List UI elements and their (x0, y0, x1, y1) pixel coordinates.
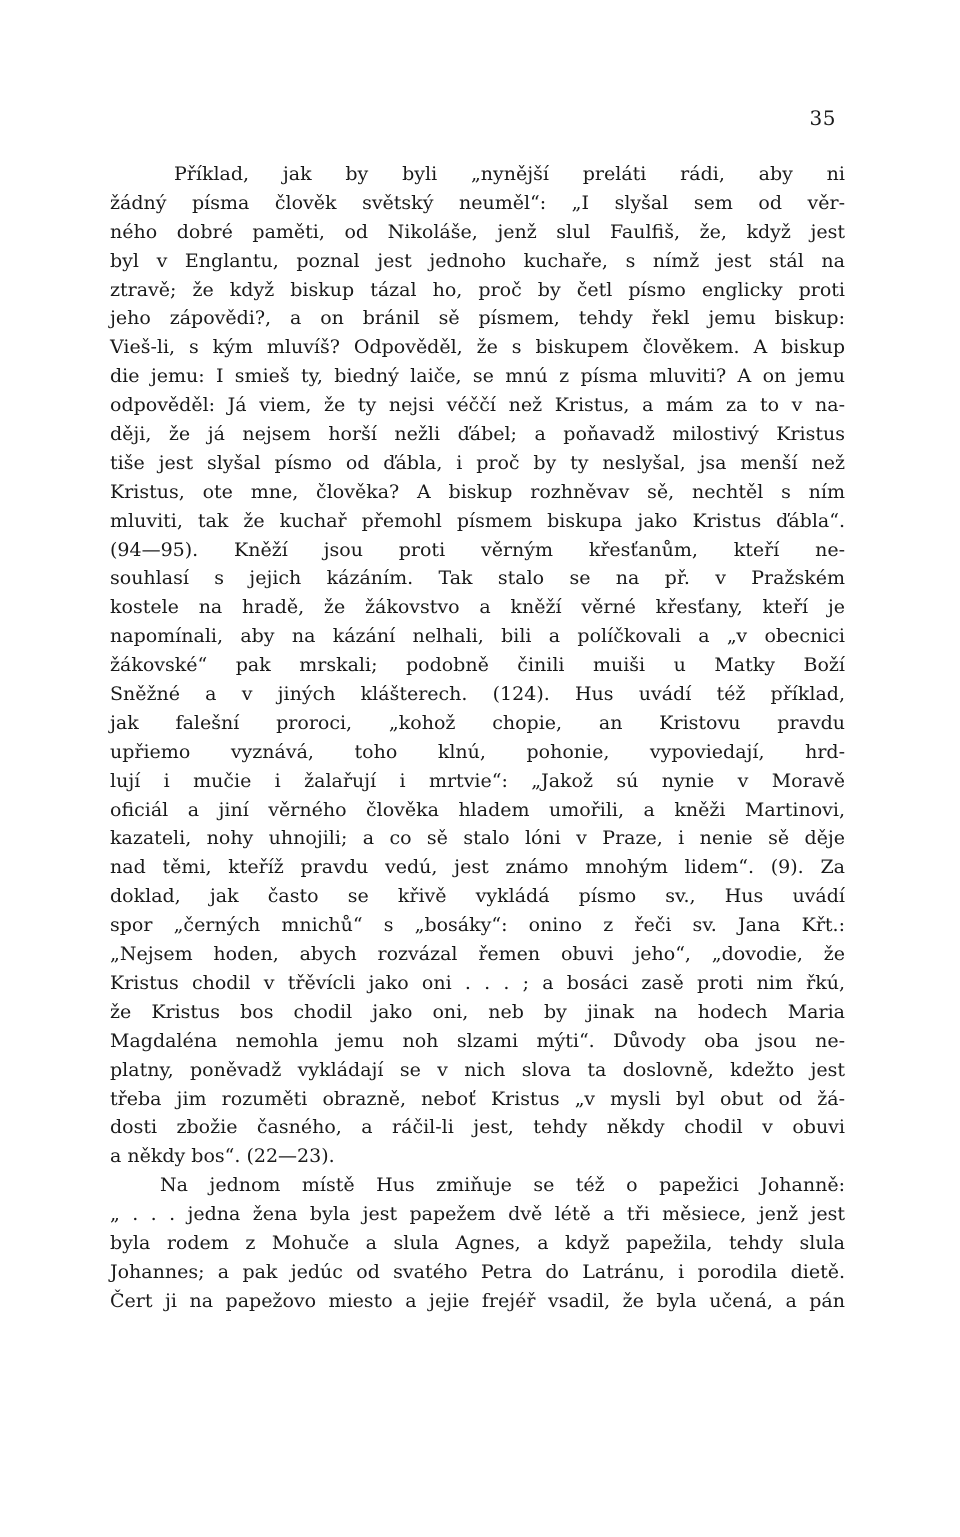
text-line: a někdy bos“. (22—23). (110, 1145, 335, 1168)
text-line: Vieš-li, s kým mluvíš? Odpověděl, že s biskupem člověkem. A biskup (110, 336, 845, 359)
text-line: Johannes; a pak jedúc od svatého Petra do Latránu, i porodila dietě. (110, 1260, 845, 1283)
text-line: platny, poněvadž vykládají se v nich slova ta doslovně, kdežto jest (110, 1058, 845, 1081)
text-line: tiše jest slyšal písmo od ďábla, i proč by ty neslyšal, jsa menší než (110, 451, 845, 474)
text-line: ztravě; že když biskup tázal ho, proč by četl písmo englicky proti (110, 278, 845, 301)
text-line: „ . . . jedna žena byla jest papežem dvě létě a tři měsiece, jenž jest (110, 1203, 845, 1226)
text-line: třeba jim rozuměti obrazně, neboť Kristus „v mysli byl obut od žá- (110, 1087, 845, 1110)
text-line: ději, že já nejsem horší nežli ďábel; a poňavadž milostivý Kristus (110, 423, 845, 446)
text-line: Příklad, jak by byli „nynější preláti rádi, aby ni (174, 163, 845, 185)
text-line: Čert ji na papežovo miesto a jejie frejéř vsadil, že byla učená, a pán (110, 1289, 845, 1312)
text-line: odpověděl: Já viem, že ty nejsi véččí než Kristus, a mám za to v na- (110, 394, 845, 417)
text-line: jak falešní proroci, „kohož chopie, an Kristovu pravdu (110, 711, 845, 734)
text-line: ného dobré paměti, od Nikoláše, jenž slul Faulfiš, že, když jest (110, 220, 845, 243)
text-line: souhlasí s jejich kázáním. Tak stalo se na př. v Pražském (110, 567, 845, 590)
text-line: (94—95). Kněží jsou proti věrným křesťanům, kteří ne- (110, 538, 845, 561)
text-line: Na jednom místě Hus zmiňuje se též o papežici Johanně: (160, 1174, 845, 1197)
text-line: Kristus, ote mne, člověka? A biskup rozhněvav sě, nechtěl s ním (110, 480, 845, 503)
text-line: die jemu: I smieš ty, biedný laiče, se mnú z písma mluviti? A on jemu (110, 365, 845, 388)
text-line: spor „černých mnichů“ s „bosáky“: onino z řeči sv. Jana Křt.: (110, 914, 845, 937)
body-text (110, 160, 845, 1316)
text-line: lují i mučie i žalařují i mrtvie“: „Jakož sú nynie v Moravě (110, 769, 845, 792)
page-number: 35 (809, 106, 836, 130)
text-line: dosti zbožie časného, a ráčil-li jest, tehdy někdy chodil v obuvi (110, 1116, 845, 1139)
text-line: mluviti, tak že kuchař přemohl písmem biskupa jako Kristus ďábla“. (110, 509, 845, 532)
text-line: oficiál a jiní věrného člověka hladem umořili, a kněži Martinovi, (110, 798, 845, 821)
text-line: doklad, jak často se křivě vykládá písmo sv., Hus uvádí (110, 885, 845, 908)
text-line: byl v Englantu, poznal jest jednoho kuchaře, s nímž jest stál na (110, 249, 845, 272)
text-line: žádný písma člověk světský neuměl“: „I slyšal sem od věr- (110, 191, 845, 214)
text-line: že Kristus bos chodil jako oni, neb by jinak na hodech Maria (110, 1000, 845, 1023)
text-line: jeho zápovědi?, a on bránil sě písmem, tehdy řekl jemu biskup: (110, 307, 845, 330)
text-line: upřiemo vyznává, toho klnú, pohonie, vypoviedají, hrd- (110, 740, 845, 763)
text-line: Sněžné a v jiných klášterech. (124). Hus uvádí též příklad, (110, 683, 845, 706)
text-line: napomínali, aby na kázání nelhali, bili a políčkovali a „v obecnici (110, 625, 845, 648)
text-line: kostele na hradě, že žákovstvo a kněží věrné křesťany, kteří je (110, 596, 845, 619)
text-line: „Nejsem hoden, abych rozvázal řemen obuvi jeho“, „dovodie, že (110, 943, 845, 966)
text-line: kazateli, nohy uhnojili; a co sě stalo lóni v Praze, i nenie sě děje (110, 827, 845, 850)
text-line: Magdaléna nemohla jemu noh slzami mýti“. Důvody oba jsou ne- (110, 1029, 845, 1052)
text-line: žákovské“ pak mrskali; podobně činili muiši u Matky Boží (110, 654, 845, 677)
text-line: byla rodem z Mohuče a slula Agnes, a když papežila, tehdy slula (110, 1231, 845, 1254)
text-line: Kristus chodil v třěvícli jako oni . . . ; a bosáci zasě proti nim řkú, (110, 971, 845, 994)
text-line: nad těmi, kteříž pravdu vedú, jest známo mnohým lidem“. (9). Za (110, 856, 845, 879)
